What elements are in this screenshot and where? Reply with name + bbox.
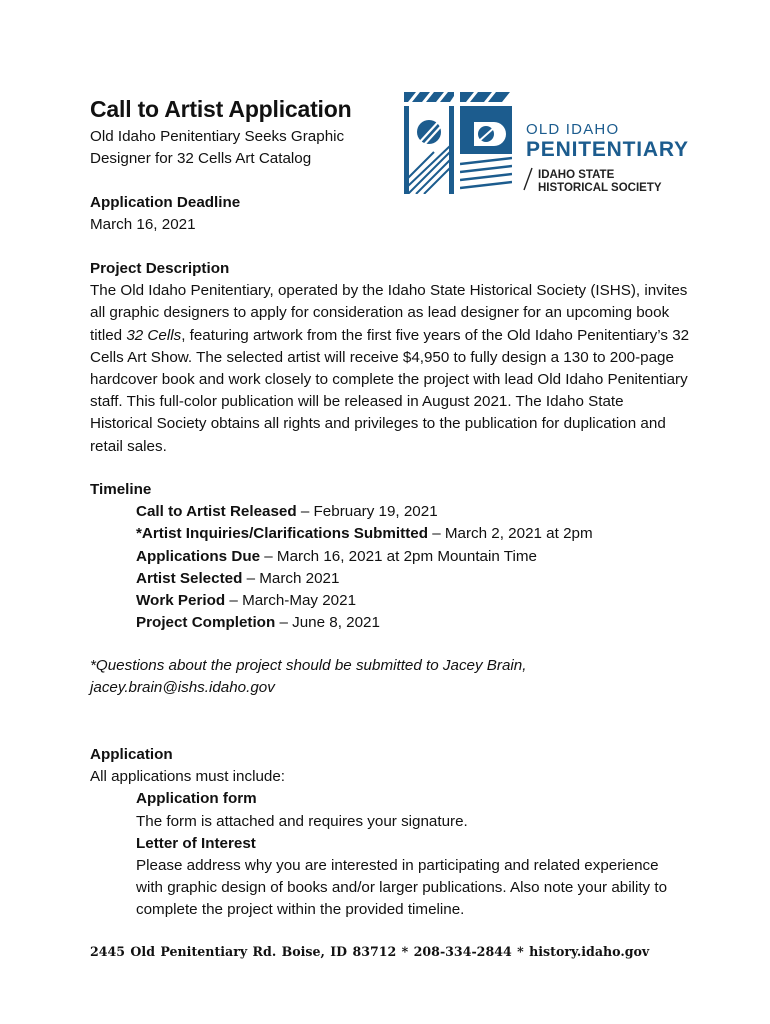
- application-intro: All applications must include:: [90, 768, 286, 786]
- questions-note: [90, 655, 690, 699]
- timeline-item: [136, 568, 690, 590]
- timeline-item-value: – June 8, 2021: [275, 614, 380, 632]
- page-footer: 2445 Old Penitentiary Rd. Boise, ID 83712 * 208-334-2844 * history.idaho.gov: [90, 944, 650, 959]
- logo-text-penitentiary: PENITENTIARY: [526, 138, 689, 161]
- requirement-text: Please address why you are interested in participating and related experience with graphic design of books and/or larger publications. Also note your ability to complete the project within the provided timeline.: [136, 857, 668, 919]
- logo-text-old-idaho: OLD IDAHO: [526, 121, 620, 138]
- book-title: 32 Cells: [126, 326, 182, 344]
- timeline-item: [136, 590, 690, 612]
- subtitle-line: Old Idaho Penitentiary Seeks Graphic: [90, 128, 345, 145]
- application-heading: Application: [90, 746, 173, 763]
- requirement-heading: Application form: [136, 790, 257, 808]
- timeline-item-label: Artist Selected: [136, 569, 243, 587]
- old-idaho-penitentiary-logo: [404, 92, 709, 194]
- project-description-section: [90, 258, 690, 458]
- requirement-text: The form is attached and requires your signature.: [136, 812, 468, 830]
- logo-text-idaho-state: IDAHO STATE: [538, 169, 615, 181]
- timeline-item-value: – March-May 2021: [225, 592, 357, 610]
- timeline-list: [136, 501, 690, 634]
- timeline-heading: Timeline: [90, 481, 152, 498]
- contact-email[interactable]: jacey.brain@ishs.idaho.gov: [90, 679, 275, 697]
- timeline-item: [136, 612, 690, 634]
- deadline-date: March 16, 2021: [90, 216, 196, 234]
- deadline-section: [90, 192, 690, 236]
- requirement-heading: Letter of Interest: [136, 834, 256, 852]
- project-description-text: [90, 280, 690, 458]
- logo-text-historical-society: HISTORICAL SOCIETY: [538, 182, 662, 194]
- timeline-item-label: Project Completion: [136, 614, 276, 632]
- project-text-part: , featuring artwork from the first five years of the Old Idaho Penitentiary’s 32 Cells Art Show. The selected artist will receive $4,950 to fully design a 130 to 200-page hardcover book and work closely to complete the project with lead Old Idaho Penitentiary staff. This full-color publication will be released in August 2021. The Idaho State Historical Society obtains all rights and privileges to the publication for duplication and retail sales.: [90, 326, 690, 455]
- timeline-item-label: Call to Artist Released: [136, 503, 297, 521]
- timeline-item-label: *Artist Inquiries/Clarifications Submitted: [136, 525, 428, 543]
- timeline-item-value: – March 2021: [242, 569, 340, 587]
- op-logo-icon: [404, 92, 512, 194]
- application-requirements: [136, 788, 690, 921]
- logo-divider-slash: [524, 168, 532, 190]
- project-text-part: The Old Idaho Penitentiary, operated by the Idaho State Historical Society (ISHS), invites all graphic designers to apply for consideration as lead designer for an upcoming book titled: [90, 282, 688, 344]
- application-section: [90, 744, 690, 922]
- timeline-section: [90, 479, 690, 634]
- deadline-heading: Application Deadline: [90, 194, 241, 211]
- questions-note-line: *Questions about the project should be submitted to Jacey Brain,: [90, 657, 527, 674]
- timeline-item-label: Work Period: [136, 592, 226, 610]
- timeline-item: [136, 501, 690, 523]
- timeline-item-label: Applications Due: [136, 547, 261, 565]
- page-subtitle: [90, 126, 390, 170]
- subtitle-line: Designer for 32 Cells Art Catalog: [90, 150, 312, 167]
- timeline-item-value: – March 2, 2021 at 2pm: [427, 525, 593, 543]
- timeline-item-value: – March 16, 2021 at 2pm Mountain Time: [260, 547, 537, 565]
- timeline-item-value: – February 19, 2021: [296, 503, 438, 521]
- timeline-item: [136, 546, 690, 568]
- project-heading: Project Description: [90, 260, 230, 277]
- page-title: Call to Artist Application: [90, 96, 352, 122]
- timeline-item: [136, 523, 690, 545]
